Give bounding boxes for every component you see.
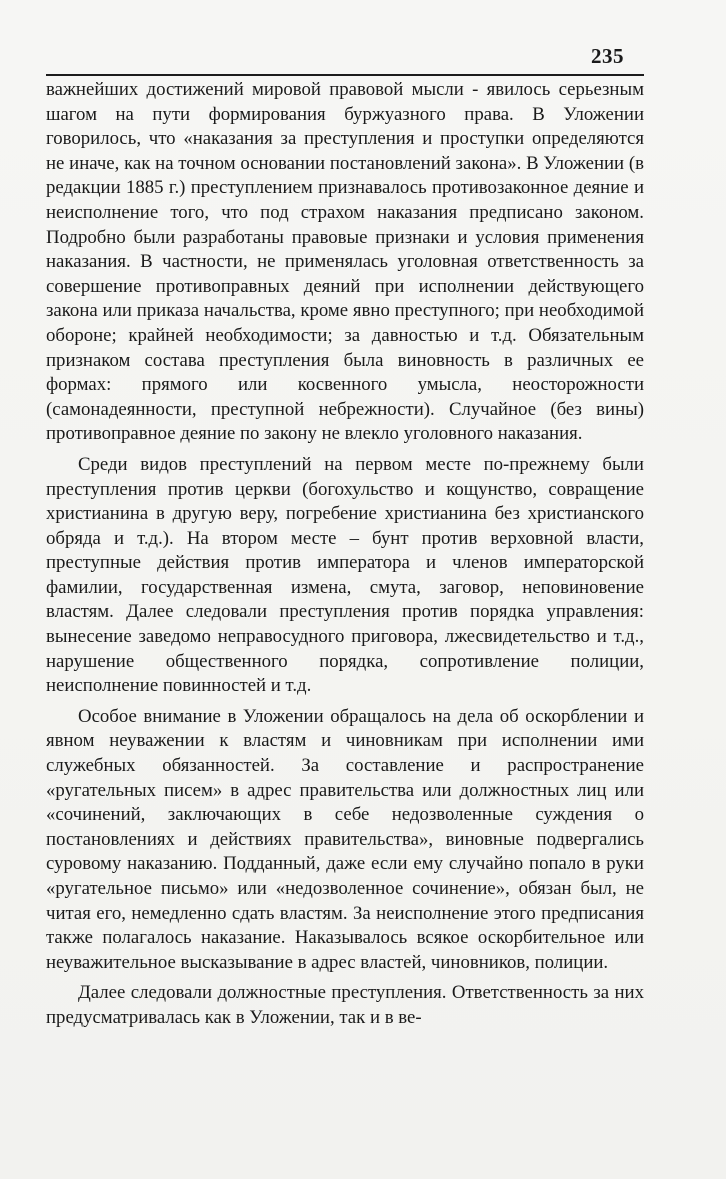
- header-rule: [46, 74, 644, 76]
- page-text: [46, 78, 644, 1037]
- paragraph-2: Среди видов преступлений на первом месте по-прежнему были преступления против церкви (богохульство и кощунство, совращение христианина в другую веру, погребение христианина без христианского обряда и т.д.). На втором месте – бунт против верховной власти, преступные действия против императора и членов императорской фамилии, государственная измена, смута, заговор, неповиновение властям. Далее следовали преступления против порядка управления: вынесение заведомо неправосудного приговора, лжесвидетельство и т.д., нарушение общественного порядка, сопротивление полиции, неисполнение повинностей и т.д.: [46, 453, 644, 697]
- paragraph-4: Далее следовали должностные преступления. Ответственность за них предусматривалась как в Уложении, так и в ве-: [46, 982, 644, 1028]
- paragraph-1: важнейших достижений мировой правовой мысли - явилось серьезным шагом на пути формирования буржуазного права. В Уложении говорилось, что «наказания за преступления и проступки определяются не иначе, как на точном основании постановлений закона». В Уложении (в редакции 1885 г.) преступлением признавалось противозаконное деяние и неисполнение того, что под страхом наказания предписано законом. Подробно были разработаны правовые признаки и условия применения наказания. В частности, не применялась уголовная ответственность за совершение противоправных деяний при исполнении действующего закона или приказа начальства, кроме явно преступного; при необходимой обороне; крайней необходимости; за давностью и т.д. Обязательным признаком состава преступления была виновность в различных ее формах: прямого или косвенного умысла, неосторожности (самонадеянности, преступной небрежности). Случайное (без вины) противоправное деяние по закону не влекло уголовного наказания.: [46, 79, 644, 445]
- page-number: 235: [591, 44, 624, 68]
- paragraph-3: Особое внимание в Уложении обращалось на дела об оскорблении и явном неуважении к властям и чиновникам при исполнении ими служебных обязанностей. За составление и распространение «ругательных писем» в адрес правительства или должностных лиц или «сочинений, заключающих в себе недозволенные суждения о постановлениях и действиях правительства», виновные подвергались суровому наказанию. Подданный, даже если ему случайно попало в руки «ругательное письмо» или «недозволенное сочинение», обязан был, не читая его, немедленно сдать властям. За неисполнение этого предписания также полагалось наказание. Наказывалось всякое оскорбительное или неуважительное высказывание в адрес властей, чиновников, полиции.: [46, 705, 644, 973]
